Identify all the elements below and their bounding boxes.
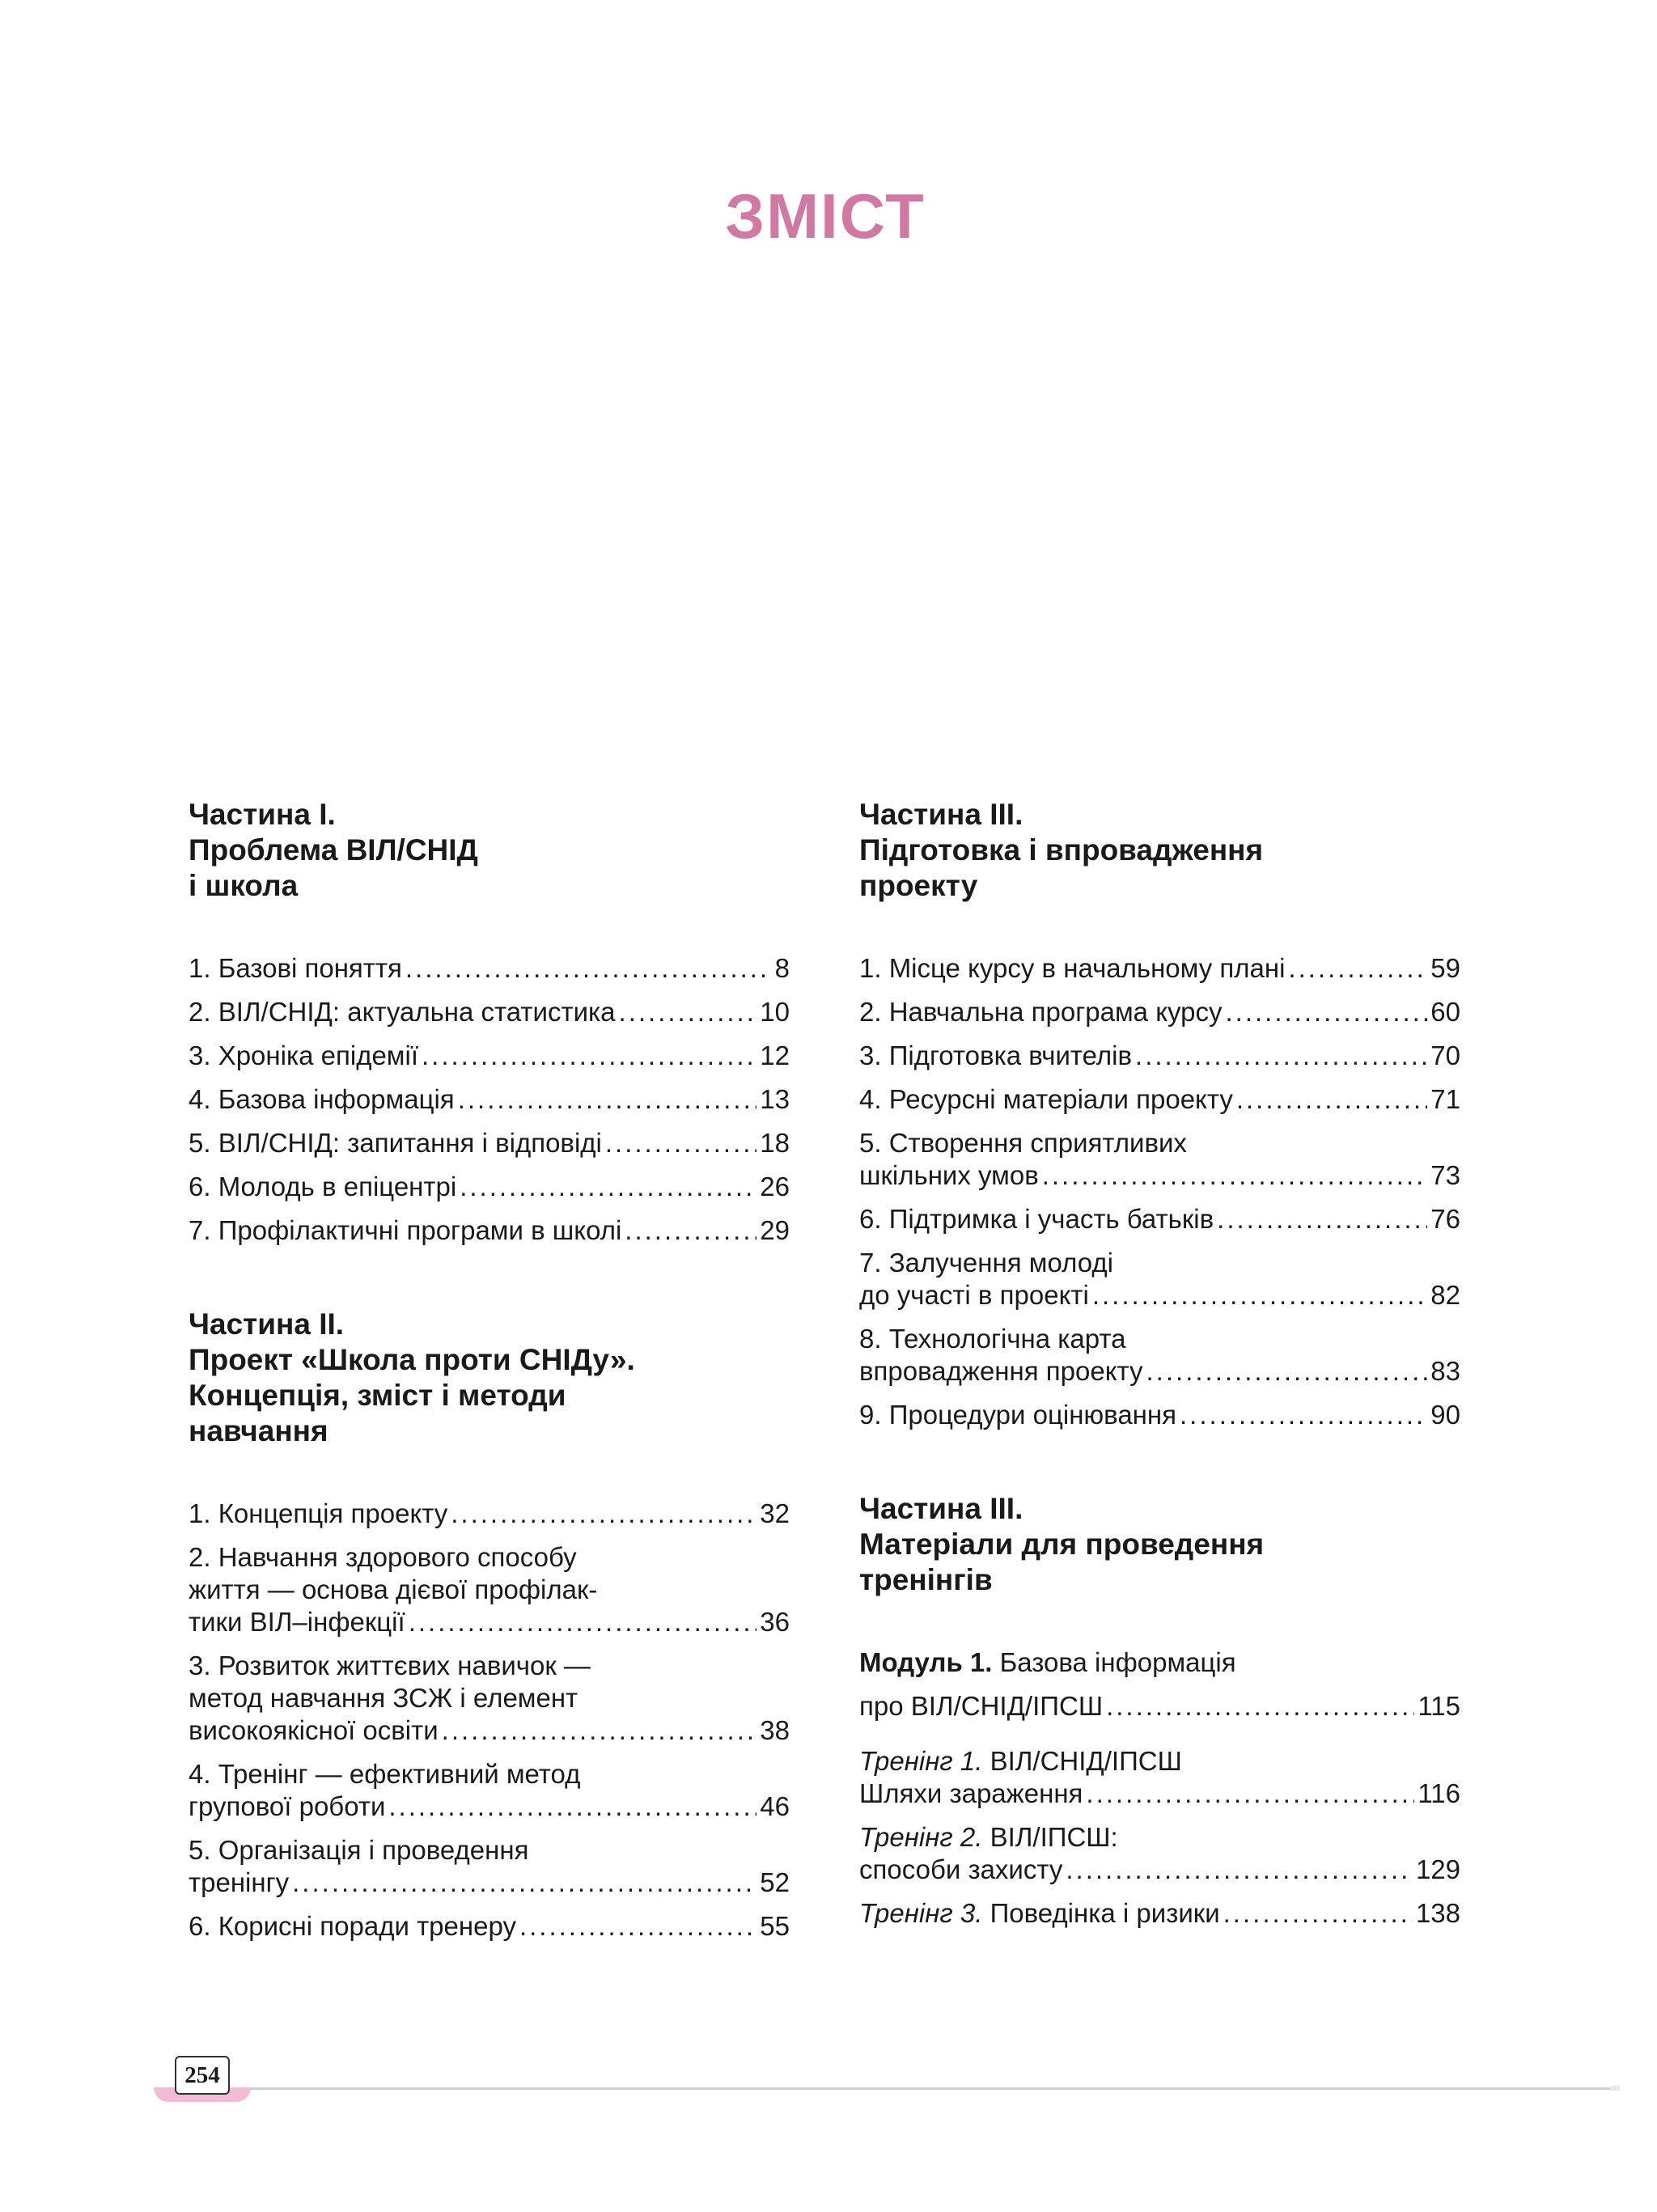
page-title: ЗМІСТ — [725, 180, 926, 252]
toc-entry-line — [859, 1083, 1460, 1116]
part-heading-line: Частина ІІІ. — [859, 1492, 1023, 1525]
toc-entry-line — [859, 952, 1460, 985]
training-label: Тренінг 2. — [859, 1822, 983, 1852]
toc-entry[interactable] — [859, 1323, 1460, 1388]
toc-entry[interactable] — [859, 1399, 1460, 1431]
part-heading — [859, 1491, 1460, 1598]
toc-entry-line — [189, 1867, 790, 1899]
page-number: 254 — [175, 2056, 230, 2095]
toc-entry-line — [189, 1910, 790, 1943]
toc-entry-text: високоякісної освіти — [189, 1715, 439, 1745]
toc-entry-text: 1. Концепція проекту — [189, 1498, 448, 1528]
toc-page-number: 90 — [1430, 1400, 1460, 1430]
toc-page-number: 76 — [1430, 1204, 1460, 1234]
toc-entry-text: 1. Місце курсу в начальному плані — [859, 953, 1286, 983]
toc-entry-text: тики ВІЛ–інфекції — [189, 1607, 405, 1637]
toc-entry[interactable] — [189, 1650, 790, 1747]
dot-leader — [619, 996, 757, 1028]
footer-right-mark — [1610, 2086, 1620, 2091]
toc-entry[interactable] — [189, 1910, 790, 1943]
toc-entry-text: 7. Профілактичні програми в школі — [189, 1215, 622, 1245]
dot-leader — [442, 1714, 757, 1747]
dot-leader — [1288, 952, 1427, 985]
part-heading-line: і школа — [189, 869, 299, 902]
dot-leader — [1066, 1854, 1413, 1886]
toc-entry[interactable] — [189, 952, 790, 985]
toc-entry-text: 4. Ресурсні матеріали проекту — [859, 1084, 1233, 1114]
part-heading-line: Підготовка і впровадження — [859, 833, 1264, 867]
part-heading-line: Концепція, зміст і методи — [189, 1379, 566, 1412]
toc-part — [189, 797, 790, 1247]
toc-entry-line — [189, 1083, 790, 1116]
training-entry[interactable] — [859, 1745, 1460, 1810]
dot-leader — [1042, 1159, 1428, 1192]
toc-entry-text: про ВІЛ/СНІД/ІПСШ — [859, 1691, 1104, 1721]
part-heading-line: навчання — [189, 1414, 328, 1447]
toc-entry — [859, 1690, 1460, 1723]
toc-page-number: 60 — [1430, 997, 1460, 1027]
toc-entry[interactable] — [859, 996, 1460, 1028]
toc-page-number: 13 — [760, 1084, 790, 1114]
toc-entry-text: 3. Підготовка вчителів — [859, 1040, 1133, 1070]
toc-part — [859, 797, 1460, 1431]
toc-left-column — [189, 797, 790, 2002]
footer-rule — [158, 2087, 1618, 2090]
training-entry[interactable] — [859, 1897, 1460, 1930]
toc-entry[interactable] — [189, 1040, 790, 1072]
dot-leader — [405, 952, 772, 985]
toc-page-number: 8 — [774, 953, 790, 983]
toc-entry[interactable] — [189, 1498, 790, 1530]
toc-entry-line — [189, 1790, 790, 1823]
toc-page-number: 38 — [760, 1715, 790, 1745]
toc-entry-text: метод навчання ЗСЖ і елемент — [189, 1683, 578, 1713]
toc-entry-line — [859, 996, 1460, 1028]
toc-entry-line — [859, 1778, 1460, 1810]
dot-leader — [1236, 1083, 1427, 1116]
dot-leader — [625, 1214, 756, 1247]
toc-entry-text: 5. Організація і проведення — [189, 1835, 529, 1865]
dot-leader — [1092, 1279, 1427, 1312]
toc-entry-text: 5. ВІЛ/СНІД: запитання і відповіді — [189, 1128, 602, 1158]
toc-entry-text: 9. Процедури оцінювання — [859, 1400, 1177, 1430]
toc-entry-line — [859, 1854, 1460, 1886]
toc-entry[interactable] — [859, 1203, 1460, 1235]
toc-page-number: 55 — [760, 1911, 790, 1941]
toc-page-number: 32 — [760, 1498, 790, 1528]
toc-entry-text: тренінгу — [189, 1867, 290, 1897]
toc-entry-text: 6. Молодь в епіцентрі — [189, 1172, 457, 1201]
toc-entry[interactable] — [189, 1541, 790, 1638]
part-heading-line: тренінгів — [859, 1563, 993, 1596]
toc-entry[interactable] — [859, 1127, 1460, 1192]
toc-entry-line — [859, 1399, 1460, 1431]
module-label: Модуль 1. — [859, 1647, 993, 1677]
toc-entry-line — [189, 1127, 790, 1159]
toc-entry[interactable] — [859, 1247, 1460, 1312]
module-text: Базова інформація — [999, 1647, 1236, 1677]
toc-page-number: 59 — [1430, 953, 1460, 983]
training-text: ВІЛ/СНІД/ІПСШ — [990, 1746, 1182, 1776]
toc-page-number: 46 — [760, 1791, 790, 1821]
toc-entry[interactable] — [189, 1083, 790, 1116]
toc-part — [189, 1307, 790, 1943]
part-heading-line: Матеріали для проведення — [859, 1528, 1265, 1561]
dot-leader — [460, 1171, 756, 1203]
toc-entry-line — [189, 1171, 790, 1203]
toc-entry-line — [859, 1355, 1460, 1388]
toc-right-column — [859, 797, 1460, 1990]
toc-entry-text: впровадження проекту — [859, 1356, 1143, 1386]
toc-entry-text: 6. Корисні поради тренеру — [189, 1911, 516, 1941]
dot-leader — [292, 1867, 756, 1899]
toc-page-number: 36 — [760, 1607, 790, 1637]
training-title — [859, 1745, 1460, 1778]
toc-entry-text: 4. Тренінг — ефективний метод — [189, 1759, 581, 1789]
toc-entry-text: 5. Створення сприятливих — [859, 1128, 1187, 1158]
toc-entry-line — [189, 1498, 790, 1530]
toc-entry[interactable] — [859, 1040, 1460, 1072]
toc-entry-text: життя — основа дієвої профілак- — [189, 1574, 598, 1604]
toc-entry-text: шкільних умов — [859, 1160, 1039, 1190]
part-heading-line: проекту — [859, 869, 978, 902]
toc-entry-line — [189, 996, 790, 1028]
training-text: ВІЛ/ІПСШ: — [990, 1822, 1118, 1852]
dot-leader — [409, 1606, 757, 1638]
toc-entry-text: 3. Хроніка епідемії — [189, 1040, 418, 1070]
dot-leader — [1135, 1040, 1427, 1072]
training-title — [859, 1897, 1220, 1930]
toc-entry-line — [189, 952, 790, 985]
part-heading-line: Частина І. — [189, 798, 336, 831]
toc-entry-line — [859, 1279, 1460, 1312]
part-heading-line: Проект «Школа проти СНІДу». — [189, 1343, 635, 1376]
part-heading — [859, 797, 1460, 904]
toc-entry-text: 2. Навчання здорового способу — [189, 1542, 577, 1572]
toc-entry[interactable] — [189, 1834, 790, 1899]
toc-entry-text: способи захисту — [859, 1854, 1063, 1884]
toc-entry-line — [859, 1040, 1460, 1072]
toc-page-number: 129 — [1415, 1854, 1460, 1884]
part-heading-line: Частина ІІ. — [189, 1307, 345, 1341]
toc-entry-line — [859, 1203, 1460, 1235]
toc-page-number: 10 — [760, 997, 790, 1027]
dot-leader — [388, 1790, 756, 1823]
dot-leader — [1217, 1203, 1427, 1235]
toc-entry-text: 7. Залучення молоді — [859, 1248, 1113, 1278]
toc-entry-line — [859, 1690, 1460, 1723]
part-heading — [189, 797, 790, 904]
toc-entry-line — [859, 1159, 1460, 1192]
toc-entry-text: 6. Підтримка і участь батьків — [859, 1204, 1214, 1234]
dot-leader — [422, 1040, 756, 1072]
part-heading — [189, 1307, 790, 1449]
toc-page-number: 26 — [760, 1172, 790, 1201]
dot-leader — [605, 1127, 756, 1159]
toc-entry-line — [189, 1714, 790, 1747]
toc-entry-text: 4. Базова інформація — [189, 1084, 455, 1114]
training-title — [859, 1821, 1460, 1854]
toc-page-number: 73 — [1430, 1160, 1460, 1190]
toc-page-number: 138 — [1415, 1898, 1460, 1928]
toc-entry-line — [189, 1214, 790, 1247]
toc-entry[interactable] — [189, 1127, 790, 1159]
toc-page-number: 18 — [760, 1128, 790, 1158]
toc-page-number: 52 — [760, 1867, 790, 1897]
toc-entry-text: 3. Розвиток життєвих навичок — — [189, 1651, 591, 1680]
toc-page-number: 71 — [1430, 1084, 1460, 1114]
toc-page-number: 116 — [1418, 1778, 1460, 1808]
toc-entry[interactable] — [189, 1171, 790, 1203]
training-text: Поведінка і ризики — [990, 1898, 1220, 1928]
toc-entry-text: 2. ВІЛ/СНІД: актуальна статистика — [189, 997, 616, 1027]
dot-leader — [1180, 1399, 1427, 1431]
toc-page-number: 83 — [1430, 1356, 1460, 1386]
dot-leader — [1146, 1355, 1428, 1388]
toc-page-number: 29 — [760, 1215, 790, 1245]
toc-entry-text: 2. Навчальна програма курсу — [859, 997, 1223, 1027]
dot-leader — [519, 1910, 756, 1943]
dot-leader — [451, 1498, 756, 1530]
toc-entry-line — [859, 1897, 1460, 1930]
toc-entry-text: Шляхи зараження — [859, 1778, 1083, 1808]
module-heading — [859, 1646, 1460, 1679]
toc-entry[interactable] — [189, 1758, 790, 1823]
dot-leader — [1086, 1778, 1414, 1810]
toc-entry-line — [189, 1606, 790, 1638]
part-heading-line: Проблема ВІЛ/СНІД — [189, 833, 478, 867]
toc-entry[interactable] — [189, 996, 790, 1028]
toc-entry-text: групової роботи — [189, 1791, 386, 1821]
toc-part — [859, 1491, 1460, 1930]
toc-entry-text: 1. Базові поняття — [189, 953, 402, 983]
toc-entry[interactable] — [859, 952, 1460, 985]
dot-leader — [1225, 996, 1427, 1028]
toc-page-number: 82 — [1430, 1280, 1460, 1310]
toc-entry-line — [189, 1040, 790, 1072]
toc-entry[interactable] — [859, 1083, 1460, 1116]
dot-leader — [1106, 1690, 1414, 1723]
toc-page-number: 12 — [760, 1040, 790, 1070]
toc-page-number: 115 — [1418, 1691, 1460, 1721]
training-label: Тренінг 1. — [859, 1746, 983, 1776]
toc-page-number: 70 — [1430, 1040, 1460, 1070]
module-entry[interactable] — [859, 1646, 1460, 1723]
dot-leader — [458, 1083, 757, 1116]
toc-entry-text: 8. Технологічна карта — [859, 1324, 1126, 1354]
toc-entry[interactable] — [189, 1214, 790, 1247]
training-entry[interactable] — [859, 1821, 1460, 1886]
toc-entry-text: до участі в проекті — [859, 1280, 1089, 1310]
training-label: Тренінг 3. — [859, 1898, 983, 1928]
part-heading-line: Частина ІІІ. — [859, 798, 1023, 831]
dot-leader — [1223, 1897, 1413, 1930]
